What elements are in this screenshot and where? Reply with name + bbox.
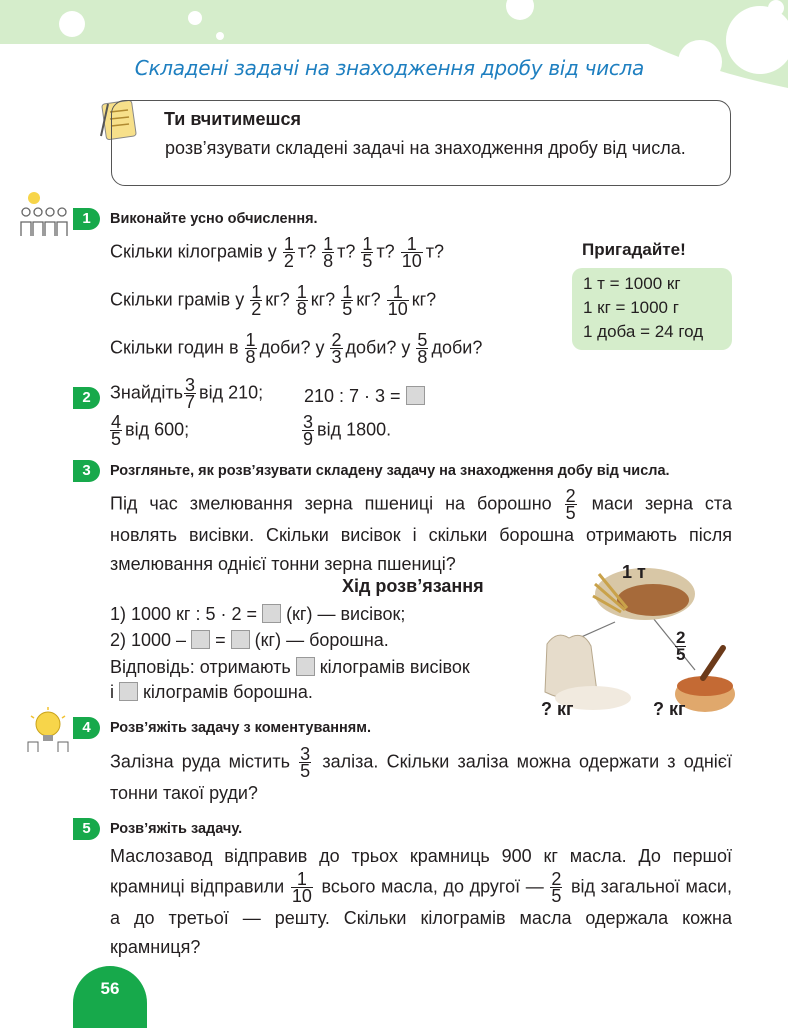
task3-text: Під час змелювання зерна пшениці на борошно $\frac{2}{5}$ маси зерна ста новлять висівки. Скільки висівок і скільки борошна отримають після змелювання однієї тонни зерна пшениці? [110, 486, 732, 574]
fraction: $\frac{2}{5}$ [565, 486, 576, 523]
answer-box[interactable] [119, 682, 138, 701]
reminder-line: 1 кг = 1000 г [583, 298, 679, 317]
fraction: $\frac{1}{2}$ [251, 282, 262, 319]
answer-box[interactable] [406, 386, 425, 405]
task-number-1: 1 [73, 208, 100, 230]
fraction: $\frac{1}{10}$ [291, 869, 312, 906]
fraction: $\frac{3}{5}$ [300, 744, 311, 781]
label-one-ton: 1 т [622, 562, 646, 582]
fraction: $\frac{2}{5}$ [551, 869, 562, 906]
label-kg-right: ? кг [653, 699, 686, 719]
label-kg-left: ? кг [541, 699, 574, 719]
task4-instruction: Розв’яжіть задачу з коментуванням. [110, 720, 371, 736]
fraction: $\frac{4}{5}$ [111, 412, 122, 449]
fraction: $\frac{1}{5}$ [362, 234, 373, 271]
fraction: $\frac{3}{7}$ [185, 375, 196, 412]
row1-lead: Скільки кілограмів у [110, 241, 277, 262]
reminder-line: 1 т = 1000 кг [583, 274, 681, 293]
task1-row1: Скільки кілограмів у $\frac{1}{2}$ т? $\frac{1}{8}$ т? $\frac{1}{5}$ т? $\frac{1}{10}$ т? [110, 234, 445, 271]
fraction: $\frac{2}{3}$ [331, 330, 342, 367]
row3-lead: Скільки годин в [110, 337, 239, 358]
answer-box[interactable] [231, 630, 250, 649]
fraction: $\frac{1}{8}$ [296, 282, 307, 319]
task-number-4: 4 [73, 717, 100, 739]
task2-line3: $\frac{3}{9}$ від 1800. [303, 412, 392, 449]
task5-instruction: Розв’яжіть задачу. [110, 821, 243, 837]
page-title: Складені задачі на знаходження дробу від числа [134, 56, 644, 80]
fraction: $\frac{1}{10}$ [401, 234, 422, 271]
fraction: $\frac{5}{8}$ [417, 330, 428, 367]
answer-box[interactable] [191, 630, 210, 649]
task5-text: Маслозавод відправив до трьох крамниць 900 кг масла. До першої крамниці відправили $\frac{1}{10}$ всього масла, до другої — $\frac{2}{5}$ від загальної маси, а до третьої — решту. Скільки кілограмів масла одержала кожна крамниця? [110, 846, 732, 957]
solution-heading: Хід розв’язання [342, 576, 484, 596]
answer-box[interactable] [296, 657, 315, 676]
task-number-5: 5 [73, 818, 100, 840]
fraction: $\frac{1}{8}$ [323, 234, 334, 271]
answer-line-1: Відповідь: отримають кілограмів висівок [110, 657, 470, 677]
task1-row2: Скільки грамів у $\frac{1}{2}$ кг? $\frac{1}{8}$ кг? $\frac{1}{5}$ кг? $\frac{1}{10}$ кг? [110, 282, 437, 319]
reminder-title: Пригадайте! [582, 240, 686, 259]
fraction: $\frac{1}{8}$ [245, 330, 256, 367]
reminder-box [572, 268, 732, 350]
fraction: $\frac{1}{10}$ [387, 282, 408, 319]
fraction: $\frac{1}{5}$ [342, 282, 353, 319]
page-number: 56 [73, 966, 147, 1028]
task-number-2: 2 [73, 387, 100, 409]
solution-step-2: 2) 1000 – = (кг) — борошна. [110, 630, 389, 650]
goal-text: розв’язувати складені задачі на знаходження дробу від числа. [165, 138, 686, 158]
fraction: $\frac{1}{2}$ [283, 234, 294, 271]
reminder-line: 1 доба = 24 год [583, 322, 704, 341]
task2-line1: Знайдіть $\frac{3}{7}$ від 210; [110, 375, 264, 412]
task-number-3: 3 [73, 460, 100, 482]
image-fraction: $\frac{2}{5}$ [676, 628, 686, 664]
lightbulb-icon [22, 706, 72, 754]
row2-lead: Скільки грамів у [110, 289, 245, 310]
task3-instruction: Розгляньте, як розв’язувати складену задачу на знаходження добу від числа. [110, 463, 670, 479]
task2-expression: 210 : 7 · 3 = [304, 386, 425, 407]
solution-step-1: 1) 1000 кг : 5 · 2 = (кг) — висівок; [110, 604, 406, 624]
task4-text: Залізна руда містить $\frac{3}{5}$ заліза. Скільки заліза можна одержати з однієї тонни такої руди? [110, 744, 732, 803]
answer-box[interactable] [262, 604, 281, 623]
task1-row3: Скільки годин в $\frac{1}{8}$ доби? у $\frac{2}{3}$ доби? у $\frac{5}{8}$ доби? [110, 330, 483, 367]
task2-line2: $\frac{4}{5}$ від 600; [111, 412, 190, 449]
group-idea-icon [18, 190, 74, 240]
task1-instruction: Виконайте усно обчислення. [110, 211, 318, 227]
goal-heading: Ти вчитимешся [164, 109, 301, 129]
answer-line-2: і кілограмів борошна. [110, 682, 313, 702]
fraction: $\frac{3}{9}$ [303, 412, 314, 449]
